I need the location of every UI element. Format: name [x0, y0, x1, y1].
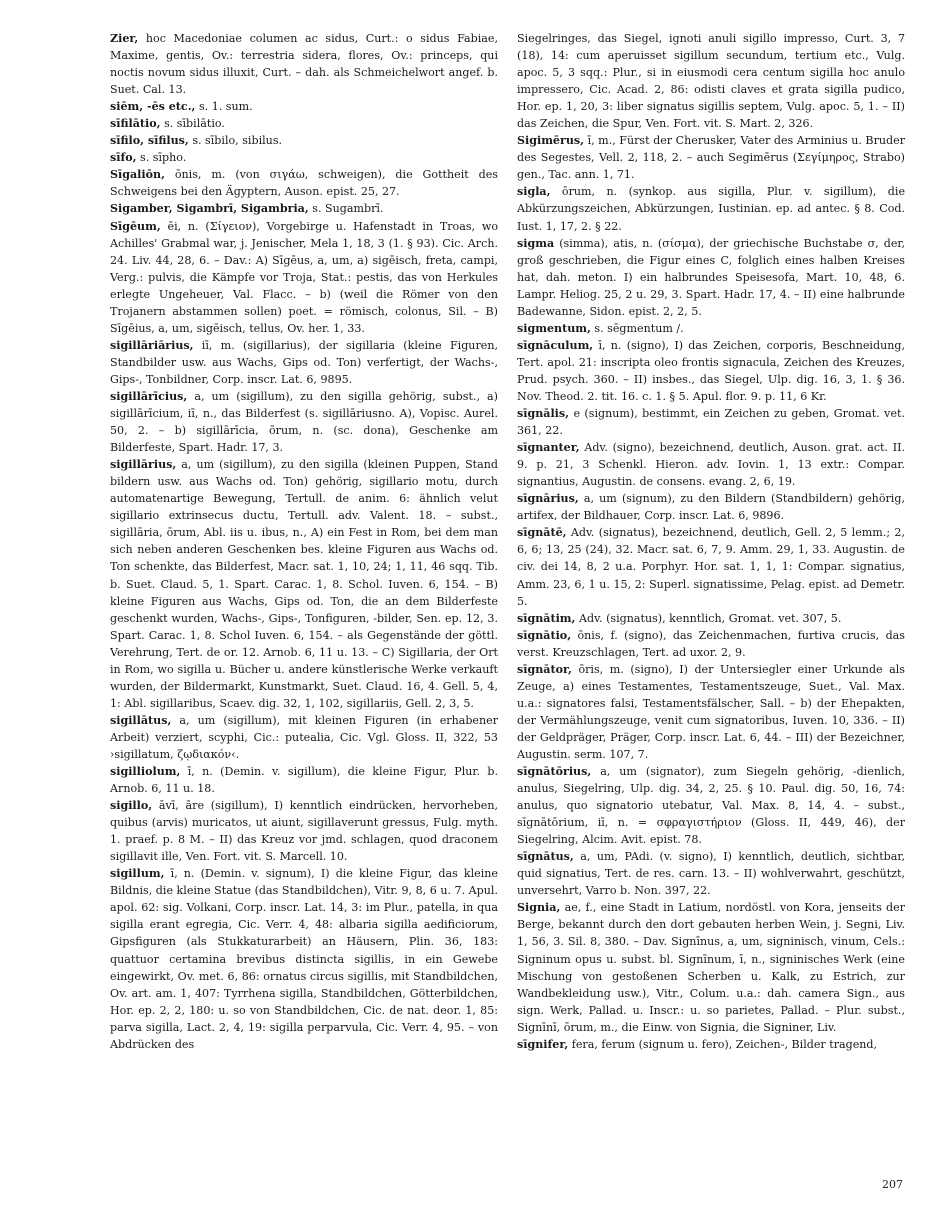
dictionary-entry: [517, 405, 905, 439]
entry-text: ī, n. (Demin. v. sigillum), die kleine Figur, Plur. b. Arnob. 6, 11 u. 18.: [110, 765, 498, 796]
dictionary-entry: [517, 899, 905, 1035]
entry-text: a, um, PAdi. (v. signo), I) kenntlich, deutlich, sichtbar, quid signatius, Tert. de res. carn. 13. – II) wohlverwahrt, geschützt, unversehrt, Varro b. Non. 397, 22.: [517, 850, 905, 898]
dictionary-entry: [517, 524, 905, 609]
dictionary-entry: [110, 166, 498, 200]
dictionary-entry: [517, 132, 905, 183]
dictionary-entry: [110, 218, 498, 337]
entry-headword: sigmentum,: [517, 321, 591, 335]
entry-text: āvī, āre (sigillum), I) kenntlich eindrücken, hervorheben, quibus (arvis) muricatos, ut aiunt, sigillaverunt gressus, Fulg. myth. 1. praef. p. 8 M. – II) das Kreuz vor jmd. schlagen, quod draconem sigillavit ille, Ven. Fort. vit. S. Marcell. 10.: [110, 799, 498, 864]
entry-headword: sīgnātē,: [517, 526, 567, 540]
dictionary-entry: [110, 30, 498, 98]
dictionary-entry: [110, 132, 498, 149]
entry-headword: sīfo,: [110, 151, 137, 165]
dictionary-entry: [517, 183, 905, 234]
entry-text: Adv. (signatus), bezeichnend, deutlich, Gell. 2, 5 lemm.; 2, 6, 6; 13, 25 (24), 32. Macr. sat. 6, 7, 9. Amm. 29, 1, 33. Augustin. de civ. dei 14, 8, 2 u.a. Porphyr. Hor. sat. 1, 1, 1: Compar. signatius, Amm. 23, 6, 1 u. 15, 2: Superl. signatissime, Pelag. epist. ad Demetr. 5.: [517, 526, 905, 608]
entry-text: ī, n. (signo), I) das Zeichen, corporis, Beschneidung, Tert. apol. 21: inscripta oleo frontis signacula, Zeichen des Kreuzes, Prud. psych. 360. – II) insbes., das Siegel, Ulp. dig. 16, 3, 1. § 36. Nov. Theod. 2. tit. 16. c. 1. § 5. Apul. flor. 9. p. 11, 6 Kr.: [517, 338, 905, 403]
dictionary-entry: [517, 30, 905, 132]
dictionary-entry: [517, 439, 905, 490]
entry-headword: Sīgēum,: [110, 219, 161, 233]
entry-text: ī, n. (Demin. v. signum), I) die kleine Figur, das kleine Bildnis, die kleine Statue (das Standbildchen), Vitr. 9, 8, 6 u. 7. Apul. apol. 62: sig. Volkani, Corp. inscr. Lat. 14, 3: im Plur., patella, in qua sigilla erant egregia, Cic. Verr. 4, 48: albaria sigilla aedificiorum, Gipsfiguren (als Stukkaturarbeit) an Häusern, Plin. 36, 183: quattuor certamina brevibus distincta sigillis, in ein Gewebe eingewirkt, Ov. met. 6, 86: ornatus circus sigillis, mit Standbildchen, Ov. art. am. 1, 407: Tyrrhena sigilla, Standbildchen, Götterbildchen, Hor. ep. 2, 2, 180: u. so von Standbildchen, Cic. de nat. deor. 1, 85: parva sigilla, Lact. 2, 4, 19: sigilla perparvula, Cic. Verr. 4, 95. – von Abdrücken des: [110, 867, 498, 1051]
dictionary-entry: [110, 115, 498, 132]
entry-headword: Sigimērus,: [517, 134, 585, 148]
entry-text: ōnis, m. (von σιγάω, schweigen), die Gottheit des Schweigens bei den Ägyptern, Auson. epist. 25, 27.: [110, 168, 498, 199]
dictionary-entry: [110, 712, 498, 763]
entry-text: ēi, n. (Σίγειον), Vorgebirge u. Hafenstadt in Troas, wo Achilles' Grabmal war, j. Jenischer, Mela 1, 18, 3 (1. § 93). Cic. Arch. 24. Liv. 44, 28, 6. – Dav.: A) Sīgēus, a, um, a) sigēisch, freta, campi, Verg.: pulvis, die Kämpfe vor Troja, Stat.: pestis, das von Herkules erlegte Ungeheuer, Val. Flacc. – b) (weil die Römer von den Trojanern abstammen sollen) poet. = römisch, colonus, Sil. – B) Sīgēius, a, um, sigēisch, tellus, Ov. her. 1, 33.: [110, 219, 498, 335]
entry-text: ae, f., eine Stadt in Latium, nordöstl. von Kora, jenseits der Berge, bekannt durch den dort gebauten herben Wein, j. Segni, Liv. 1, 56, 3. Sil. 8, 380. – Dav. Signīnus, a, um, signinisch, vinum, Cels.: Signinum opus u. subst. bl. Signīnum, ī, n., signinisches Werk (eine Mischung von gestoßenen Scherben u. Kalk, zu Estrich, zur Wandbekleidung usw.), Vitr., Colum. u.a.: dah. camera Sign., aus sign. Werk, Pallad. u. Inscr.: u. so parietes, Pallad. – Plur. subst., Signīnī, ōrum, m., die Einw. von Signia, die Signiner, Liv.: [517, 901, 905, 1034]
dictionary-entry: [517, 848, 905, 899]
entry-text: ōrum, n. (synkop. aus sigilla, Plur. v. sigillum), die Abkürzungszeichen, Abkürzungen, Iustinian. ep. ad antec. § 8. Cod. Iust. 1, 17, 2. § 22.: [517, 185, 905, 233]
entry-text: Adv. (signatus), kenntlich, Gromat. vet. 307, 5.: [578, 611, 842, 625]
entry-text: s. 1. sum.: [198, 100, 253, 114]
page-number: 207: [882, 1178, 903, 1191]
entry-text: a, um (signum), zu den Bildern (Standbildern) gehörig, artifex, der Bildhauer, Corp. inscr. Lat. 6, 9896.: [517, 492, 905, 523]
entry-text: a, um (sigillum), zu den sigilla gehörig, subst., a) sigillārīcium, iī, n., das Bilderfest (s. sigillāriusno. A), Vopisc. Aurel. 50, 2. – b) sigillārīcia, ōrum, n. (sc. dona), Geschenke am Bilderfeste, Spart. Hadr. 17, 3.: [110, 389, 498, 455]
dictionary-entry: [110, 797, 498, 865]
entry-headword: sīgnārius,: [517, 492, 579, 506]
entry-headword: sigla,: [517, 185, 551, 199]
dictionary-entry: [517, 763, 905, 848]
entry-headword: sigillārīcius,: [110, 389, 188, 403]
entry-headword: sīgnālis,: [517, 407, 570, 421]
entry-headword: sīfilātio,: [110, 117, 161, 131]
entry-headword: sigma: [517, 236, 555, 250]
entry-text: ōnis, f. (signo), das Zeichenmachen, furtiva crucis, das verst. Kreuzschlagen, Tert. ad uxor. 2, 9.: [517, 628, 905, 659]
entry-headword: sīgnanter,: [517, 441, 580, 455]
entry-headword: Sigamber, Sigambrī, Sigambria,: [110, 202, 309, 216]
entry-text: a, um (sigillum), zu den sigilla (kleinen Puppen, Stand bildern usw. aus Wachs od. Ton) gehörig, sigillario motu, durch automatenartige Bewegung, Tertull. de anim. 6: ähnlich velut sigillario extrinsecus ductu, Tertull. adv. Valent. 18. – subst., sigillāria, ōrum, Abl. iis u. ibus, n., A) ein Fest in Rom, bei dem man sich neben anderen Geschenken bes. kleine Figuren aus Wachs od. Ton schenkte, das Bilderfest, Macr. sat. 1, 10, 24; 1, 11, 46 sqq. Tib. b. Suet. Claud. 5, 1. Spart. Carac. 1, 8. Schol. Iuven. 6, 154. – B) kleine Figuren aus Wachs, Gips od. Ton, die an dem Bilderfeste geschenkt wurden, Wachs-, Gips-, Tonfiguren, -bilder, Sen. ep. 12, 3. Spart. Carac. 1, 8. Schol Iuven. 6, 154. – als Gegenstände der göttl. Verehrung, Tert. de or. 12. Arnob. 6, 11 u. 13. – C) Sigillaria, der Ort in Rom, wo sigilla u. Bücher u. andere künstlerische Werke verkauft wurden, der Bildermarkt, Kunstmarkt, Suet. Claud. 16, 4. Gell. 5, 4, 1: Abl. sigillaribus, Scaev. dig. 32, 1, 102, sigillariis, Gell. 2, 3, 5.: [110, 458, 498, 710]
entry-headword: sīgnātus,: [517, 850, 574, 864]
entry-headword: siēm, -ēs etc.,: [110, 100, 196, 114]
entry-headword: sīfilo, sīfilus,: [110, 134, 189, 148]
dictionary-entry: [110, 149, 498, 166]
dictionary-entry: [517, 627, 905, 661]
dictionary-entry: [110, 865, 498, 1053]
entry-headword: sigilliolum,: [110, 765, 181, 779]
dictionary-entry: [517, 235, 905, 320]
entry-text: fera, ferum (signum u. fero), Zeichen-, Bilder tragend,: [571, 1037, 878, 1051]
entry-headword: Zier,: [110, 32, 139, 45]
dictionary-entry: [110, 200, 498, 217]
dictionary-entry: [110, 337, 498, 388]
entry-headword: sigillātus,: [110, 713, 172, 727]
entry-text: Adv. (signo), bezeichnend, deutlich, Auson. grat. act. II. 9. p. 21, 3 Schenkl. Hieron. adv. Iovin. 1, 13 extr.: Compar. signantius, Augustin. de consens. evang. 2, 6, 19.: [517, 441, 905, 489]
entry-text: s. sībilātio.: [164, 117, 225, 131]
entry-text: Siegelringes, das Siegel, ignoti anuli sigillo impresso, Curt. 3, 7 (18), 14: cum aperuisset sigillum secundum, tertium etc., Vulg. apoc. 5, 3 sqq.: Plur., si in eiusmodi cera centum sigilla hoc anulo impressero, Cic. Acad. 2, 86: odisti claves et grata sigilla pudico, Hor. ep. 1, 20, 3: liber signatus sigillis septem, Vulg. apoc. 5, 1. – II) das Zeichen, die Spur, Ven. Fort. vit. S. Mart. 2, 326.: [517, 32, 905, 131]
entry-headword: sīgnifer,: [517, 1037, 569, 1051]
entry-text: hoc Macedoniae columen ac sidus, Curt.: o sidus Fabiae, Maxime, gentis, Ov.: terrestria sidera, flores, Ov.: princeps, qui noctis novum sidus illuxit, Curt. – dah. als Schmeichelwort angef. b. Suet. Cal. 13.: [110, 32, 498, 97]
entry-headword: sīgnātio,: [517, 628, 572, 642]
entry-headword: sīgnāculum,: [517, 338, 594, 352]
entry-text: iī, m. (sigillarius), der sigillaria (kleine Figuren, Standbilder usw. aus Wachs, Gips od. Ton) verfertigt, der Wachs-, Gips-, Tonbildner, Corp. inscr. Lat. 6, 9895.: [110, 338, 498, 386]
entry-headword: sigillo,: [110, 799, 153, 813]
entry-headword: sigillum,: [110, 867, 165, 881]
dictionary-entry: [517, 610, 905, 627]
entry-text: s. Sugambrī.: [312, 202, 384, 216]
entry-headword: sīgnātor,: [517, 662, 572, 676]
entry-text: e (signum), bestimmt, ein Zeichen zu geben, Gromat. vet. 361, 22.: [517, 407, 905, 438]
entry-text: s. sībilo, sibilus.: [192, 134, 283, 148]
entry-text: ōris, m. (signo), I) der Untersiegler einer Urkunde als Zeuge, a) eines Testamentes, Testamentszeuge, Suet., Val. Max. u.a.: signatores falsi, Testamentsfälscher, Sall. – b) der Ehepakten, der Vermählungszeuge, venit cum signatoribus, Iuven. 10, 336. – II) der Geldpräger, Präger, Corp. inscr. Lat. 6, 44. – III) der Bezeichner, Augustin. serm. 107, 7.: [517, 662, 905, 761]
entry-headword: Sīgaliōn,: [110, 168, 165, 182]
entry-text: a, um (signator), zum Siegeln gehörig, -dienlich, anulus, Siegelring, Ulp. dig. 34, 2, 25. § 10. Paul. dig. 50, 16, 74: anulus, quo signatorio utebatur, Val. Max. 8, 14, 4. – subst., sīgnātōrium, iī, n. = σφραγιστήριον (Gloss. II, 449, 46), der Siegelring, Alcim. Avit. epist. 78.: [517, 765, 905, 847]
entry-text: ī, m., Fürst der Cherusker, Vater des Arminius u. Bruder des Segestes, Vell. 2, 118, 2. – auch Segimērus (Σεγίμηρος, Strabo) gen., Tac. ann. 1, 71.: [517, 134, 905, 182]
entry-headword: sigillārius,: [110, 458, 177, 472]
left-column: [110, 30, 498, 1180]
entry-text: s. sīpho.: [140, 151, 187, 165]
dictionary-entry: [517, 337, 905, 405]
dictionary-entry: [517, 490, 905, 524]
dictionary-entry: [517, 661, 905, 763]
entry-headword: sīgnātōrius,: [517, 765, 592, 779]
entry-text: (simma), atis, n. (σίσμα), der griechische Buchstabe σ, der, groß geschrieben, die Figur eines C, folglich eines halben Kreises hat, dah. meton. I) ein halbrundes Speisesofa, Mart. 10, 48, 6. Lampr. Heliog. 25, 2 u. 29, 3. Spart. Hadr. 17, 4. – II) eine halbrunde Badewanne, Sidon. epist. 2, 2, 5.: [517, 236, 905, 318]
dictionary-entry: [110, 98, 498, 115]
dictionary-entry: [110, 456, 498, 712]
dictionary-entry: [110, 388, 498, 456]
entry-headword: sigillāriārius,: [110, 338, 194, 352]
entry-headword: Signia,: [517, 901, 561, 915]
right-column: [517, 30, 905, 1180]
entry-headword: sīgnātim,: [517, 611, 576, 625]
dictionary-entry: [517, 320, 905, 337]
entry-text: s. sēgmentum /.: [594, 321, 684, 335]
dictionary-entry: [517, 1036, 905, 1053]
dictionary-entry: [110, 763, 498, 797]
entry-text: a, um (sigillum), mit kleinen Figuren (in erhabener Arbeit) verziert, scyphi, Cic.: putealia, Cic. Vgl. Gloss. II, 322, 53 ›sigillatum, ζῳδιακόν‹.: [110, 713, 498, 761]
